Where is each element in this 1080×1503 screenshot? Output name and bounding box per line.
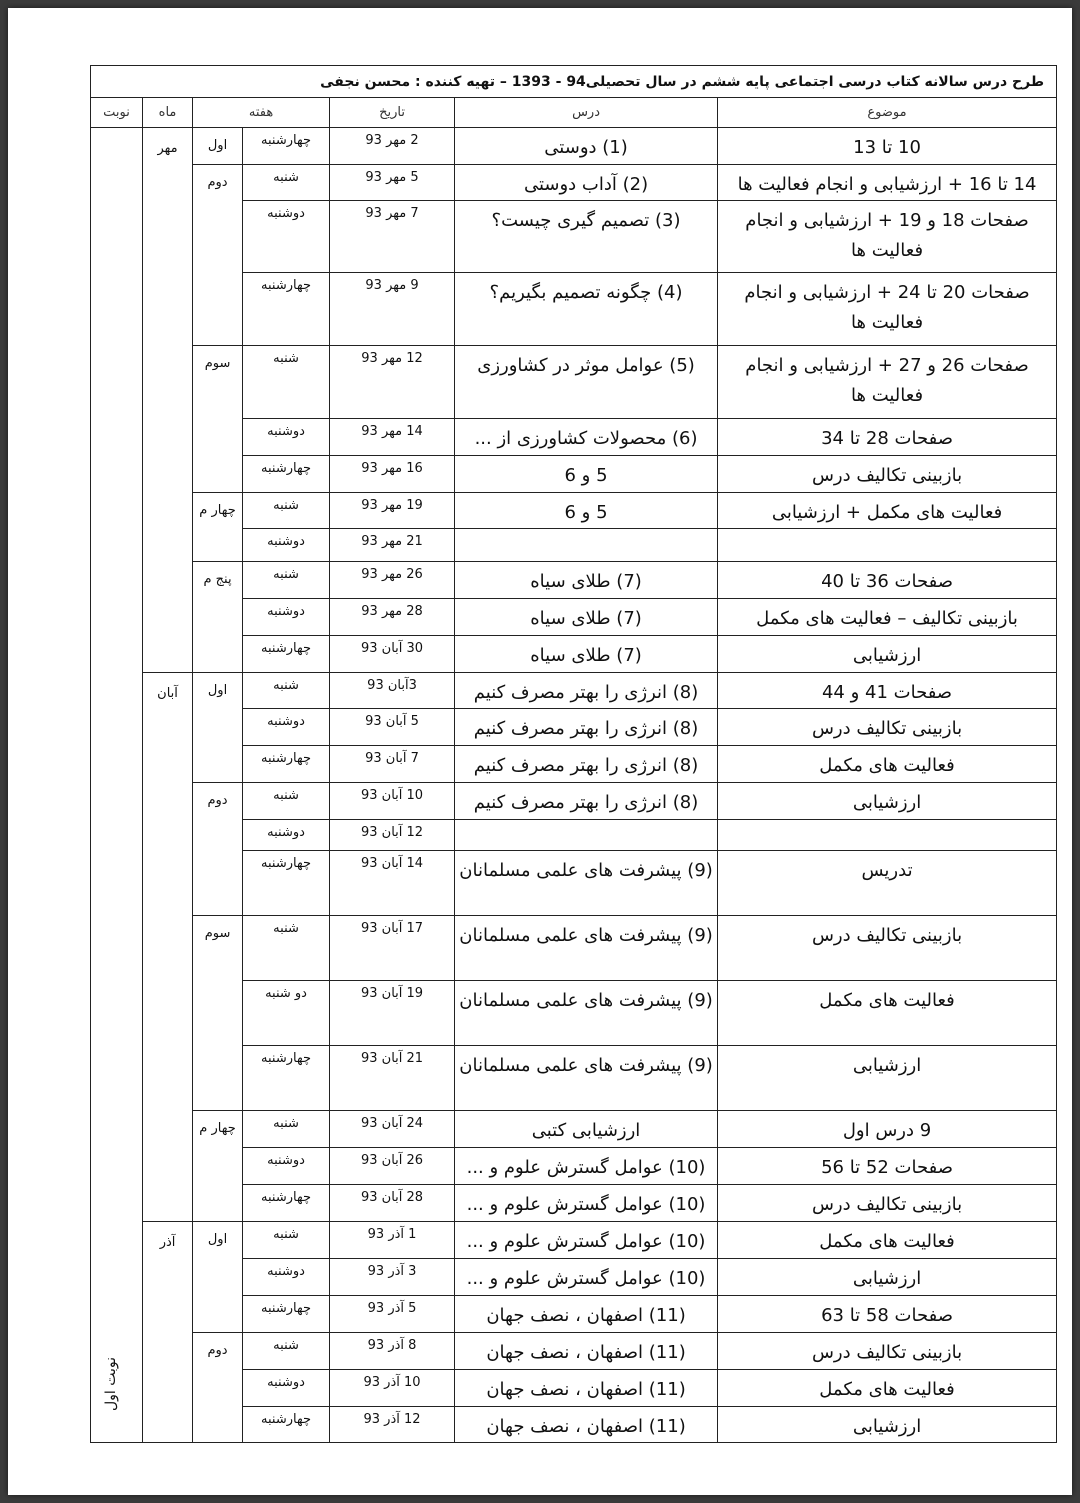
date-cell: 10 آذر 93 (330, 1370, 455, 1407)
lesson-cell: 5 و 6 (455, 493, 718, 529)
lesson-cell: (6) محصولات کشاورزی از ... (455, 419, 718, 456)
lesson-cell: (5) عوامل موثر در کشاورزی (455, 346, 718, 419)
term-cell (91, 128, 143, 1443)
lesson-cell: 5 و 6 (455, 456, 718, 493)
table-row (91, 165, 1057, 201)
lesson-cell: (9) پیشرفت های علمی مسلمانان (455, 1046, 718, 1111)
day-cell: شنبه (243, 165, 330, 201)
week-cell: چهار م (193, 493, 243, 562)
lesson-cell: (11) اصفهان ، نصف جهان (455, 1333, 718, 1370)
week-cell: اول (193, 1222, 243, 1333)
date-cell: 26 آبان 93 (330, 1148, 455, 1185)
date-cell: 30 آبان 93 (330, 636, 455, 673)
week-cell: چهار م (193, 1111, 243, 1222)
day-cell: دوشنبه (243, 201, 330, 273)
date-cell: 14 مهر 93 (330, 419, 455, 456)
date-cell: 12 مهر 93 (330, 346, 455, 419)
date-cell: 28 آبان 93 (330, 1185, 455, 1222)
day-cell: شنبه (243, 916, 330, 981)
topic-cell: بازبینی تکالیف درس (718, 916, 1057, 981)
day-cell: شنبه (243, 1333, 330, 1370)
date-cell: 3 آذر 93 (330, 1259, 455, 1296)
document-title: طرح درس سالانه کتاب درسی اجتماعی پایه ششم در سال تحصیلی94 - 1393 – تهیه کننده : محسن نجفی (91, 66, 1057, 98)
day-cell: چهارشنبه (243, 636, 330, 673)
lesson-cell: (7) طلای سیاه (455, 636, 718, 673)
header-week: هفته (193, 98, 330, 128)
topic-cell: ارزشیابی (718, 1407, 1057, 1443)
date-cell: 12 آذر 93 (330, 1407, 455, 1443)
date-cell: 12 آبان 93 (330, 820, 455, 851)
day-cell: شنبه (243, 346, 330, 419)
topic-cell (718, 820, 1057, 851)
table-row (91, 1222, 1057, 1259)
lesson-cell: (3) تصمیم گیری چیست؟ (455, 201, 718, 273)
week-cell: دوم (193, 1333, 243, 1443)
week-cell: اول (193, 673, 243, 783)
date-cell: 7 مهر 93 (330, 201, 455, 273)
header-topic: موضوع (718, 98, 1057, 128)
lesson-cell: (10) عوامل گسترش علوم و ... (455, 1222, 718, 1259)
day-cell: دوشنبه (243, 419, 330, 456)
topic-cell: ارزشیابی (718, 1259, 1057, 1296)
topic-cell: بازبینی تکالیف – فعالیت های مکمل (718, 599, 1057, 636)
lesson-cell: (9) پیشرفت های علمی مسلمانان (455, 916, 718, 981)
day-cell: شنبه (243, 1222, 330, 1259)
lesson-cell: (11) اصفهان ، نصف جهان (455, 1370, 718, 1407)
date-cell: 21 مهر 93 (330, 529, 455, 562)
month-cell: مهر (143, 128, 193, 673)
day-cell: دوشنبه (243, 599, 330, 636)
topic-cell: بازبینی تکالیف درس (718, 1185, 1057, 1222)
lesson-cell (455, 529, 718, 562)
table-row (91, 783, 1057, 820)
header-month: ماه (143, 98, 193, 128)
lesson-cell: (9) پیشرفت های علمی مسلمانان (455, 981, 718, 1046)
date-cell: 26 مهر 93 (330, 562, 455, 599)
date-cell: 19 مهر 93 (330, 493, 455, 529)
lesson-cell: ارزشیابی کتبی (455, 1111, 718, 1148)
topic-cell: صفحات 41 و 44 (718, 673, 1057, 709)
day-cell: دوشنبه (243, 820, 330, 851)
topic-cell: صفحات 26 و 27 + ارزشیابی و انجام فعالیت ها (718, 346, 1057, 419)
date-cell: 5 مهر 93 (330, 165, 455, 201)
day-cell: دوشنبه (243, 529, 330, 562)
date-cell: 16 مهر 93 (330, 456, 455, 493)
table-row (91, 916, 1057, 981)
topic-cell: فعالیت های مکمل (718, 981, 1057, 1046)
date-cell: 8 آذر 93 (330, 1333, 455, 1370)
day-cell: چهارشنبه (243, 1185, 330, 1222)
date-cell: 21 آبان 93 (330, 1046, 455, 1111)
day-cell: شنبه (243, 562, 330, 599)
week-cell: دوم (193, 783, 243, 916)
date-cell: 9 مهر 93 (330, 273, 455, 346)
header-lesson: درس (455, 98, 718, 128)
topic-cell: 14 تا 16 + ارزشیابی و انجام فعالیت ها (718, 165, 1057, 201)
topic-cell: فعالیت های مکمل (718, 1222, 1057, 1259)
day-cell: چهارشنبه (243, 1296, 330, 1333)
topic-cell: 10 تا 13 (718, 128, 1057, 165)
topic-cell: فعالیت های مکمل + ارزشیابی (718, 493, 1057, 529)
topic-cell: ارزشیابی (718, 1046, 1057, 1111)
day-cell: شنبه (243, 1111, 330, 1148)
topic-cell: صفحات 58 تا 63 (718, 1296, 1057, 1333)
table-row (91, 128, 1057, 165)
topic-cell: صفحات 20 تا 24 + ارزشیابی و انجام فعالیت ها (718, 273, 1057, 346)
header-date: تاریخ (330, 98, 455, 128)
week-cell: پنج م (193, 562, 243, 673)
topic-cell: فعالیت های مکمل (718, 1370, 1057, 1407)
topic-cell: صفحات 52 تا 56 (718, 1148, 1057, 1185)
lesson-cell: (1) دوستی (455, 128, 718, 165)
day-cell: دوشنبه (243, 1370, 330, 1407)
lesson-cell: (8) انرژی را بهتر مصرف کنیم (455, 709, 718, 746)
lesson-cell: (7) طلای سیاه (455, 599, 718, 636)
day-cell: چهارشنبه (243, 273, 330, 346)
date-cell: 5 آبان 93 (330, 709, 455, 746)
week-cell: اول (193, 128, 243, 165)
topic-cell: صفحات 28 تا 34 (718, 419, 1057, 456)
lesson-cell: (9) پیشرفت های علمی مسلمانان (455, 851, 718, 916)
header-term: نوبت (91, 98, 143, 128)
week-cell: دوم (193, 165, 243, 346)
topic-cell: تدریس (718, 851, 1057, 916)
day-cell: دوشنبه (243, 1259, 330, 1296)
topic-cell: فعالیت های مکمل (718, 746, 1057, 783)
topic-cell: ارزشیابی (718, 783, 1057, 820)
day-cell: دوشنبه (243, 709, 330, 746)
topic-cell: صفحات 36 تا 40 (718, 562, 1057, 599)
lesson-cell: (4) چگونه تصمیم بگیریم؟ (455, 273, 718, 346)
lesson-plan-table (90, 65, 1057, 1443)
date-cell: 7 آبان 93 (330, 746, 455, 783)
day-cell: چهارشنبه (243, 851, 330, 916)
date-cell: 14 آبان 93 (330, 851, 455, 916)
date-cell: 10 آبان 93 (330, 783, 455, 820)
lesson-cell: (10) عوامل گسترش علوم و ... (455, 1259, 718, 1296)
document-page (8, 8, 1072, 1495)
day-cell: چهارشنبه (243, 1407, 330, 1443)
table-row (91, 1333, 1057, 1370)
topic-cell: بازبینی تکالیف درس (718, 1333, 1057, 1370)
day-cell: چهارشنبه (243, 746, 330, 783)
day-cell: دوشنبه (243, 1148, 330, 1185)
date-cell: 19 آبان 93 (330, 981, 455, 1046)
lesson-cell: (2) آداب دوستی (455, 165, 718, 201)
date-cell: 28 مهر 93 (330, 599, 455, 636)
date-cell: 2 مهر 93 (330, 128, 455, 165)
lesson-cell: (8) انرژی را بهتر مصرف کنیم (455, 783, 718, 820)
table-row (91, 346, 1057, 419)
topic-cell: 9 درس اول (718, 1111, 1057, 1148)
day-cell: چهارشنبه (243, 1046, 330, 1111)
date-cell: 5 آذر 93 (330, 1296, 455, 1333)
topic-cell (718, 529, 1057, 562)
lesson-cell (455, 820, 718, 851)
lesson-cell: (11) اصفهان ، نصف جهان (455, 1407, 718, 1443)
month-cell: آبان (143, 673, 193, 1222)
day-cell: دو شنبه (243, 981, 330, 1046)
table-row (91, 493, 1057, 529)
lesson-cell: (8) انرژی را بهتر مصرف کنیم (455, 673, 718, 709)
lesson-cell: (10) عوامل گسترش علوم و ... (455, 1148, 718, 1185)
day-cell: شنبه (243, 783, 330, 820)
day-cell: شنبه (243, 493, 330, 529)
week-cell: سوم (193, 916, 243, 1111)
date-cell: 24 آبان 93 (330, 1111, 455, 1148)
lesson-cell: (10) عوامل گسترش علوم و ... (455, 1185, 718, 1222)
lesson-cell: (8) انرژی را بهتر مصرف کنیم (455, 746, 718, 783)
term-label: نوبت اول (103, 1356, 120, 1412)
table-row (91, 1111, 1057, 1148)
day-cell: شنبه (243, 673, 330, 709)
topic-cell: صفحات 18 و 19 + ارزشیابی و انجام فعالیت ها (718, 201, 1057, 273)
lesson-cell: (7) طلای سیاه (455, 562, 718, 599)
lesson-cell: (11) اصفهان ، نصف جهان (455, 1296, 718, 1333)
day-cell: چهارشنبه (243, 456, 330, 493)
date-cell: 1 آذر 93 (330, 1222, 455, 1259)
week-cell: سوم (193, 346, 243, 493)
topic-cell: بازبینی تکالیف درس (718, 456, 1057, 493)
table-row (91, 562, 1057, 599)
topic-cell: بازبینی تکالیف درس (718, 709, 1057, 746)
date-cell: 3آبان 93 (330, 673, 455, 709)
date-cell: 17 آبان 93 (330, 916, 455, 981)
table-row (91, 673, 1057, 709)
topic-cell: ارزشیابی (718, 636, 1057, 673)
day-cell: چهارشنبه (243, 128, 330, 165)
month-cell: آذر (143, 1222, 193, 1443)
